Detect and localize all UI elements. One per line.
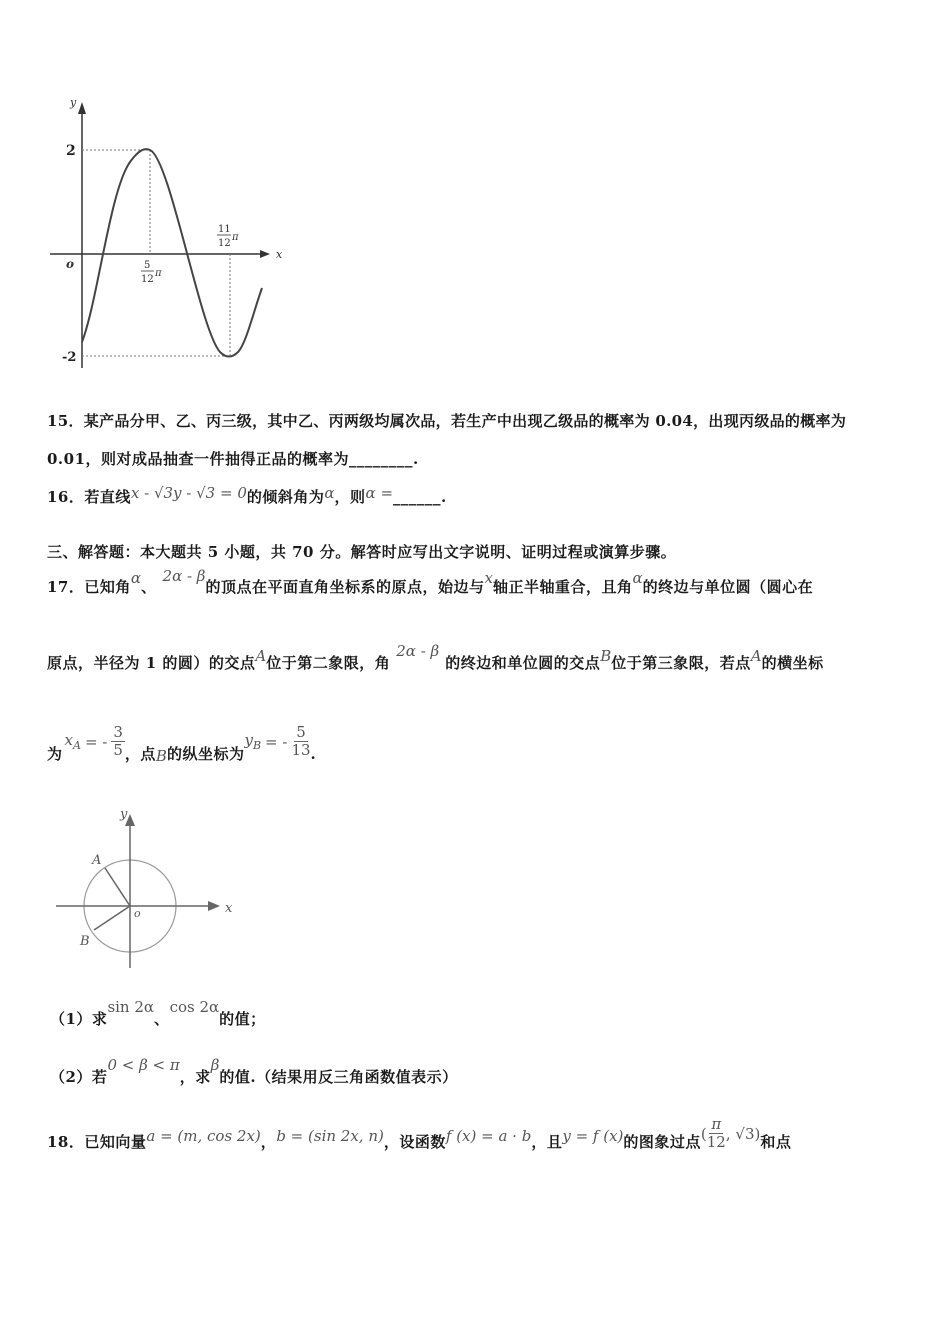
graph-y-min-label: -2 [62,350,77,365]
q17-xa-num: 3 [113,723,123,741]
q18-vec-b: b = (sin 2x, n) [276,1126,384,1145]
q16-middle: 的倾斜角为 [246,488,325,506]
q17-yb-num: 5 [296,723,306,741]
section3-heading: 三、解答题：本大题共 5 小题，共 70 分。解答时应写出文字说明、证明过程或演算步骤。 [47,543,677,561]
q17-xa-frac [111,724,125,760]
q17-x: x [484,569,493,587]
q17-xa-den: 5 [113,741,123,760]
q17-yb-sub: B [252,739,262,753]
q17-sin2a: sin 2α [107,998,155,1016]
unit-circle-figure [50,800,250,975]
sine-graph [40,90,300,380]
q17-sep: 、 [141,578,157,596]
q17-line2 [47,642,824,673]
q17-l2-a: 原点，半径为 1 的圆）的交点 [47,654,256,672]
q18-c3: ，且 [531,1133,563,1152]
q17-xa-eq: = - [84,732,108,751]
q17-l3-b: ，点 [124,745,156,764]
q18-point [701,1116,760,1152]
q17-expr-1: 2α - β [162,567,206,585]
q17-alpha-1: α [130,569,142,587]
tick1-denominator: 12 [141,274,154,285]
tick2-pi: π [232,232,239,243]
q15-line1: 15．某产品分甲、乙、丙三级，其中乙、丙两级均属次品，若生产中出现乙级品的概率为 0.04，出现丙级品的概率为 [47,412,847,430]
fig-x-label: x [225,901,233,916]
q17-yb-eq: = - [265,732,288,751]
q16-equation: x - √3y - √3 = 0 [130,484,247,502]
x-axis-arrow [260,250,270,258]
q17-B-1: B [600,647,612,665]
q17-l3-a: 为 [47,745,63,764]
q18-prefix: 18．已知向量 [47,1133,147,1152]
q17-l1-d: 的终边与单位圆（圆心在 [642,578,814,596]
q17-yb-frac [291,724,310,760]
q18-line [47,1115,792,1160]
q18-c1: ， [260,1133,277,1152]
q17-part2 [50,1056,458,1087]
tick2-denominator: 12 [218,238,231,249]
q18-yfx: y = f (x) [562,1126,624,1145]
q17-xa [65,731,81,752]
graph-x-label: x [276,248,283,261]
q17-xa-lhs: x [64,731,73,750]
sine-curve [82,149,262,356]
tick1-pi: π [155,268,162,279]
q16-alpha: α [324,484,335,502]
q17-l2-d: 位于第三象限，若点 [611,654,751,672]
tick2-numerator: 11 [218,224,231,235]
q17-beta: β [210,1056,220,1074]
q18-vec-a: a = (m, cos 2x) [146,1126,261,1145]
q17-yb-lhs: y [244,731,253,750]
q17-line3 [47,723,317,765]
q17-p2-b: ，求 [179,1068,211,1086]
fig-y-label: y [120,807,128,822]
q17-l3-d: . [310,744,317,763]
q17-xa-sub: A [72,739,81,753]
q17-l1-c: 轴正半轴重合，且角 [492,578,633,596]
q17-l1-b: 的顶点在平面直角坐标系的原点，始边与 [205,578,485,596]
graph-origin-label: o [66,257,75,271]
tick1-numerator: 5 [144,260,151,271]
q18-suffix: 和点 [760,1133,792,1152]
q18-pt-num: π [711,1115,722,1133]
q18-pt-den: 12 [706,1133,726,1152]
q16-suffix: ______. [393,488,447,506]
q17-l2-b: 位于第二象限，角 [266,654,391,672]
q17-alpha-2: α [632,569,643,587]
q17-yb [244,731,261,752]
fig-x-axis-arrow [208,901,220,911]
graph-y-max-label: 2 [66,143,76,159]
q17-l2-e: 的横坐标 [761,654,824,672]
q17-l3-c: 的纵坐标为 [166,745,245,764]
q17-p2-a: （2）若 [50,1068,108,1086]
q18-pt-rest: , √3) [725,1124,761,1143]
q17-A-1: A [255,647,267,665]
q18-fx: f (x) = a · b [445,1126,532,1145]
q15-line2: 0.01，则对成品抽查一件抽得正品的概率为________. [47,450,419,468]
q17-p1-a: （1）求 [50,1010,108,1028]
q17-yb-den: 13 [291,741,311,760]
q17-expr-2: 2α - β [396,642,440,660]
fig-point-B: B [80,934,90,949]
q18-c4: 的图象过点 [623,1133,701,1152]
y-axis-arrow [78,102,86,114]
q17-A-2: A [750,647,762,665]
q17-p2-c: 的值.（结果用反三角函数值表示） [219,1068,458,1086]
q16-prefix: 16．若直线 [47,488,131,506]
q18-pt-frac [707,1116,726,1152]
q18-c2: ，设函数 [383,1133,446,1152]
q17-part1 [50,998,266,1029]
q17-line1 [47,567,814,597]
fig-origin-label: o [134,907,141,920]
q17-p1-sep: 、 [154,1010,170,1028]
ray-OB [94,906,130,930]
q17-B-2: B [155,746,167,765]
ray-OA [105,868,130,906]
q17-p1-b: 的值； [219,1010,266,1028]
q16-line [47,486,447,507]
q16-comma: ，则 [334,488,366,506]
q17-l2-c: 的终边和单位圆的交点 [445,654,601,672]
q18-pt-open: ( [700,1124,707,1143]
graph-y-label: y [70,96,77,109]
q17-l1-a: 17．已知角 [47,578,131,596]
q17-p2-cond: 0 < β < π [107,1056,180,1074]
fig-point-A: A [92,853,102,868]
q16-alpha-eq: α = [365,484,394,502]
q17-cos2a: cos 2α [169,998,220,1016]
